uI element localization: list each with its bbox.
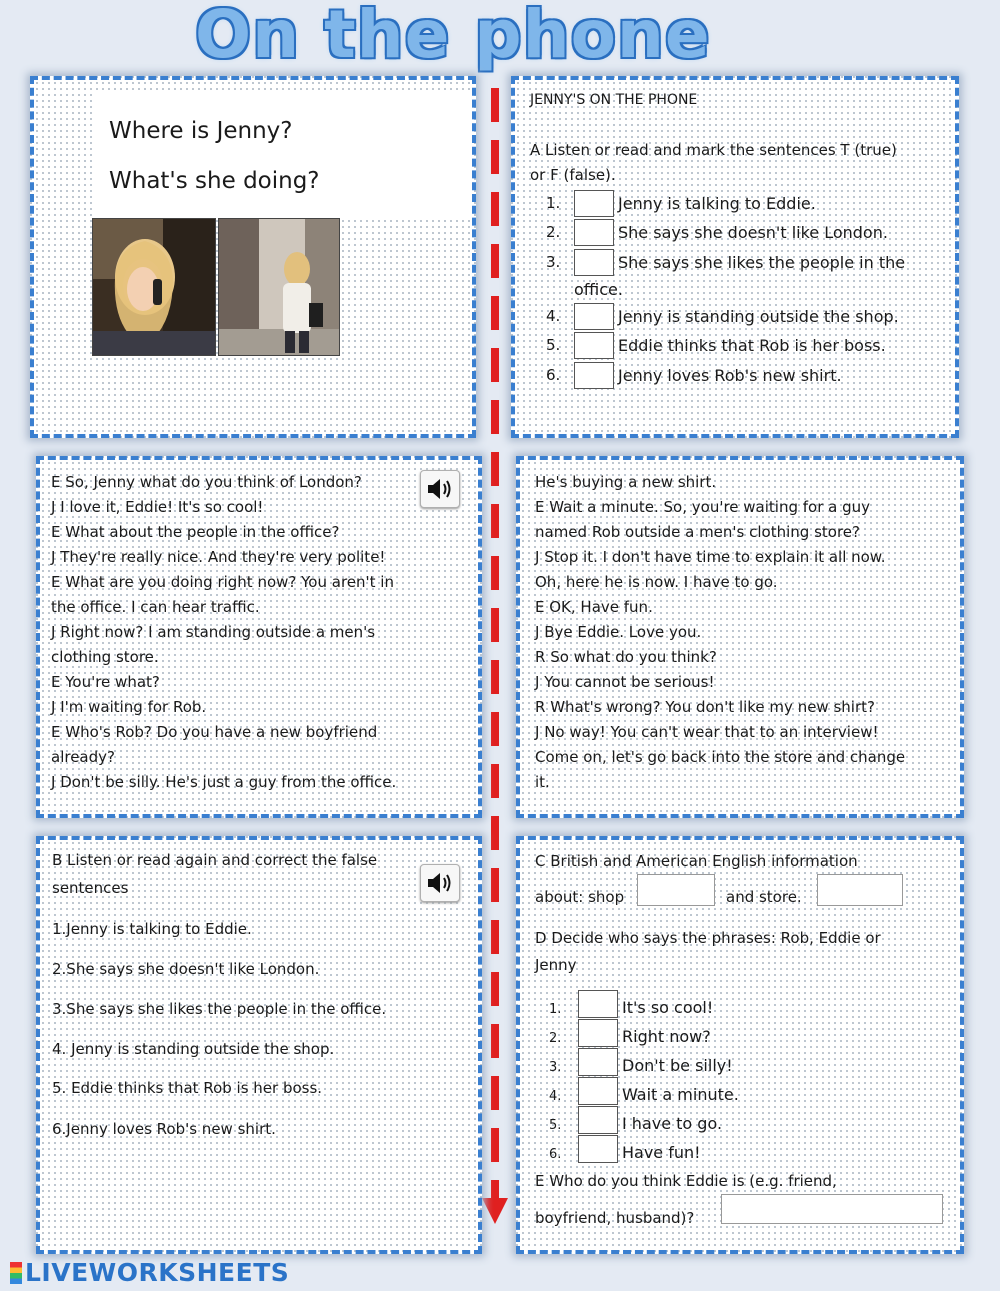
dialogue-line: E What about the people in the office? [51,523,340,541]
logo-mark-icon [10,1262,22,1284]
shop-answer-input[interactable] [637,874,715,906]
exercise-e-instructions: E Who do you think Eddie is (e.g. friend, [535,1172,837,1190]
tf-statement: She says she likes the people in the [618,253,906,272]
dialogue-panel-1 [36,456,482,818]
tf-statement: Jenny is talking to Eddie. [618,194,816,213]
dialogue-text [535,470,960,795]
item-number: 4. [549,1089,562,1104]
tf-statement: Jenny loves Rob's new shirt. [618,366,842,385]
dialogue-line: J I'm waiting for Rob. [51,698,207,716]
dialogue-line: named Rob outside a men's clothing store? [535,523,860,541]
exercise-a-instructions-cont: or F (false). [530,166,616,184]
logo-text: LIVEWORKSHEETS [25,1258,290,1287]
dialogue-line: R So what do you think? [535,648,717,666]
item-number: 1. [549,1002,562,1017]
dialogue-line: E So, Jenny what do you think of London? [51,473,362,491]
tf-statement: Jenny is standing outside the shop. [618,307,899,326]
center-divider [491,88,499,1208]
dialogue-line: J They're really nice. And they're very polite! [51,548,386,566]
dialogue-line: clothing store. [51,648,159,666]
phrase: I have to go. [622,1114,723,1133]
photo-jenny-street [218,218,340,356]
dialogue-line: R What's wrong? You don't like my new shirt? [535,698,875,716]
item-number: 6. [546,366,561,384]
phrase: Right now? [622,1027,711,1046]
dialogue-line: J Stop it. I don't have time to explain it all now. [535,548,886,566]
speaker-answer-box[interactable] [578,990,618,1018]
speaker-answer-box[interactable] [578,1135,618,1163]
speaker-answer-box[interactable] [578,1048,618,1076]
tf-answer-box[interactable] [574,219,614,246]
photo-jenny-phone [92,218,216,356]
tf-answer-box[interactable] [574,303,614,330]
exercise-d-instructions-cont: Jenny [535,956,577,974]
exercise-b-instructions-cont: sentences [52,879,129,897]
audio-play-button[interactable] [420,864,460,902]
item-number: 6. [549,1147,562,1162]
dialogue-text [51,470,471,795]
correction-sentence[interactable]: 1.Jenny is talking to Eddie. [52,920,252,938]
intro-card [92,92,470,216]
dialogue-line: J You cannot be serious! [535,673,715,691]
exercise-c-and: and store. [726,888,802,906]
intro-panel [30,76,476,438]
eddie-answer-input[interactable] [721,1194,943,1224]
phrase: Don't be silly! [622,1056,733,1075]
item-number: 5. [549,1118,562,1133]
exercise-a-heading: JENNY'S ON THE PHONE [530,92,698,108]
item-number: 3. [546,253,561,271]
exercise-d-instructions: D Decide who says the phrases: Rob, Eddie or [535,929,881,947]
speaker-icon [421,471,459,507]
tf-answer-box[interactable] [574,249,614,276]
dialogue-line: J Don't be silly. He's just a guy from the office. [51,773,397,791]
dialogue-panel-2 [516,456,964,818]
exercise-c-about: about: shop [535,888,625,906]
exercise-e-instructions-cont: boyfriend, husband)? [535,1209,695,1227]
exercise-c-instructions: C British and American English information [535,852,858,870]
question-where: Where is Jenny? [109,118,293,144]
phrase: Wait a minute. [622,1085,739,1104]
dialogue-line: already? [51,748,115,766]
speaker-answer-box[interactable] [578,1106,618,1134]
speaker-answer-box[interactable] [578,1077,618,1105]
item-number: 2. [549,1031,562,1046]
correction-sentence[interactable]: 5. Eddie thinks that Rob is her boss. [52,1079,323,1097]
dialogue-line: E What are you doing right now? You aren't in [51,573,394,591]
dialogue-line: J I love it, Eddie! It's so cool! [51,498,264,516]
dialogue-line: Come on, let's go back into the store and change [535,748,906,766]
correction-sentence[interactable]: 2.She says she doesn't like London. [52,960,320,978]
dialogue-line: J Right now? I am standing outside a men's [51,623,376,641]
correction-sentence[interactable]: 6.Jenny loves Rob's new shirt. [52,1120,276,1138]
exercise-b-instructions: B Listen or read again and correct the false [52,851,378,869]
dialogue-line: E You're what? [51,673,160,691]
question-what: What's she doing? [109,168,320,194]
dialogue-line: the office. I can hear traffic. [51,598,260,616]
exercise-cde-panel [516,836,964,1254]
store-answer-input[interactable] [817,874,903,906]
item-number: 5. [546,336,561,354]
dialogue-line: E Who's Rob? Do you have a new boyfriend [51,723,378,741]
speaker-answer-box[interactable] [578,1019,618,1047]
item-number: 3. [549,1060,562,1075]
exercise-a-instructions: A Listen or read and mark the sentences T (true) [530,141,897,159]
down-arrow-icon [482,1198,508,1224]
dialogue-line: it. [535,773,550,791]
tf-answer-box[interactable] [574,332,614,359]
audio-play-button[interactable] [420,470,460,508]
phrase: Have fun! [622,1143,701,1162]
tf-statement: Eddie thinks that Rob is her boss. [618,336,886,355]
item-number: 2. [546,223,561,241]
item-number: 1. [546,194,561,212]
page-title: On the phone [195,0,711,73]
speaker-icon [421,865,459,901]
dialogue-line: Oh, here he is now. I have to go. [535,573,778,591]
tf-statement-cont: office. [574,280,623,299]
phrase: It's so cool! [622,998,714,1017]
tf-answer-box[interactable] [574,362,614,389]
correction-sentence[interactable]: 4. Jenny is standing outside the shop. [52,1040,335,1058]
dialogue-line: E Wait a minute. So, you're waiting for a guy [535,498,871,516]
dialogue-line: E OK, Have fun. [535,598,653,616]
dialogue-line: J Bye Eddie. Love you. [535,623,702,641]
exercise-a-panel [511,76,959,438]
exercise-b-panel [36,836,482,1254]
tf-statement: She says she doesn't like London. [618,223,888,242]
tf-answer-box[interactable] [574,190,614,217]
correction-sentence[interactable]: 3.She says she likes the people in the office. [52,1000,387,1018]
dialogue-line: He's buying a new shirt. [535,473,717,491]
liveworksheets-logo[interactable] [10,1258,289,1288]
dialogue-line: J No way! You can't wear that to an interview! [535,723,879,741]
item-number: 4. [546,307,561,325]
